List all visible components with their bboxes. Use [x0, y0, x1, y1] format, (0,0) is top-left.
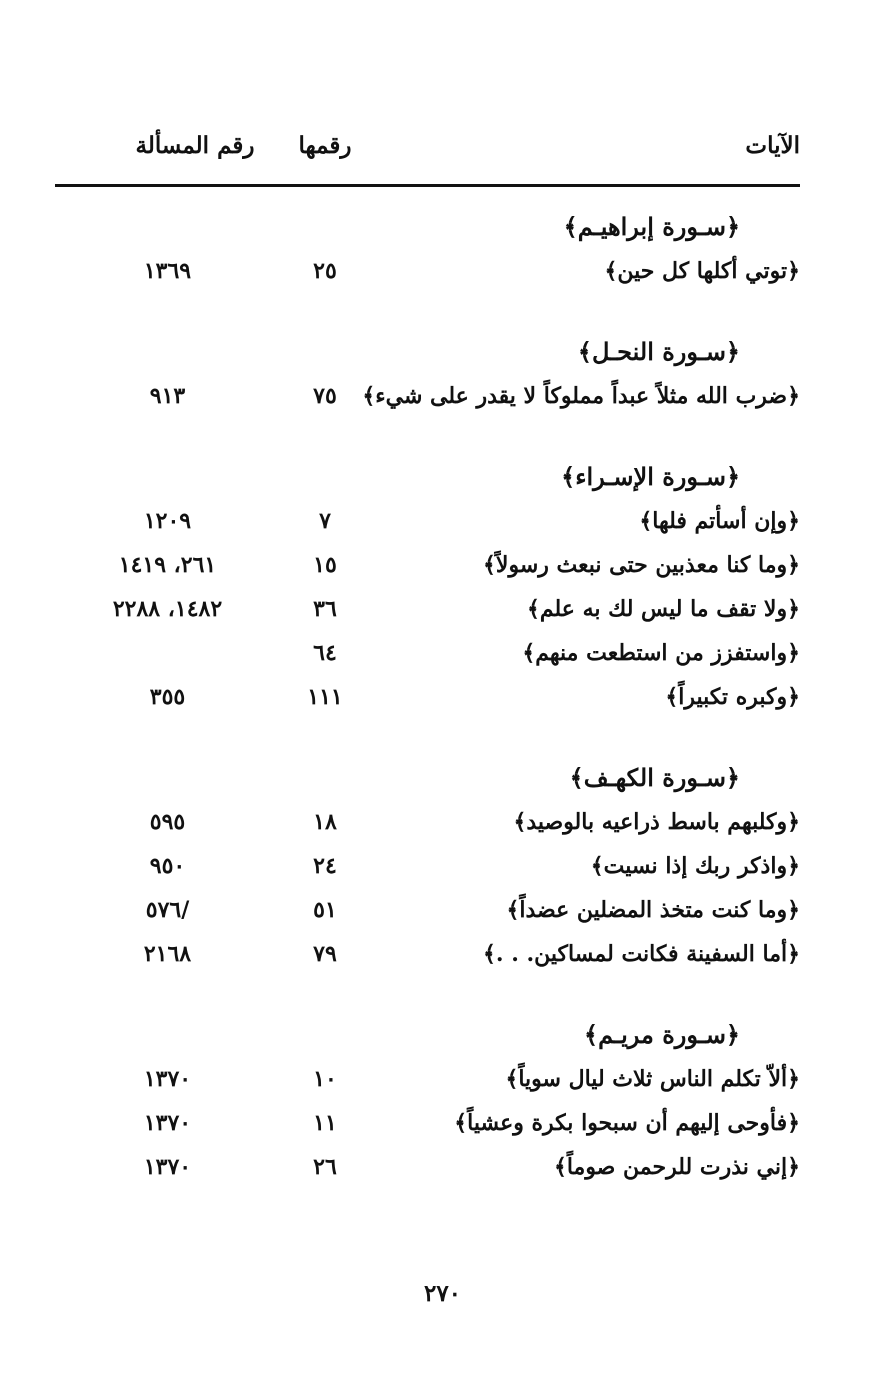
surah-section — [55, 455, 800, 719]
verse-number: ٢٤ — [313, 853, 337, 879]
verse-number: ١٥ — [313, 552, 337, 578]
verse-number: ٥١ — [313, 897, 337, 923]
issue-number: ٣٥٥ — [149, 684, 186, 710]
verse-number: ١١١ — [307, 684, 343, 710]
verse-number: ٢٥ — [313, 258, 337, 284]
verse-text: ﴿وما كنا معذبين حتى نبعث رسولاً﴾ — [483, 552, 800, 578]
issue-number: ٩١٣ — [149, 383, 186, 409]
surah-title: ﴿سـورة الإسـراء﴾ — [561, 462, 740, 491]
issue-number: ١٤٨٢، ٢٢٨٨ — [112, 596, 223, 622]
verse-text: ﴿توتي أكلها كل حين﴾ — [604, 258, 800, 284]
verse-row — [55, 499, 800, 543]
verse-row — [55, 631, 800, 675]
verse-text: ﴿ولا تقف ما ليس لك به علم﴾ — [526, 596, 800, 622]
verse-text: ﴿وكلبهم باسط ذراعيه بالوصيد﴾ — [513, 809, 800, 835]
surah-section — [55, 756, 800, 976]
verse-text: ﴿إني نذرت للرحمن صوماً﴾ — [553, 1154, 800, 1180]
verse-text: ﴿وما كنت متخذ المضلين عضداً﴾ — [506, 897, 800, 923]
issue-number: ٥٩٥ — [149, 809, 186, 835]
verse-number: ٢٦ — [313, 1154, 337, 1180]
issue-number: ٢١٦٨ — [143, 941, 192, 967]
verse-text: ﴿واذكر ربك إذا نسيت﴾ — [590, 853, 800, 879]
verse-text: ﴿أما السفينة فكانت لمساكين. . .﴾ — [482, 941, 800, 967]
surah-section — [55, 330, 800, 418]
verse-row — [55, 374, 800, 418]
verse-row — [55, 1101, 800, 1145]
verse-text: ﴿ضرب الله مثلاً عبداً مملوكاً لا يقدر على شيء﴾ — [362, 383, 800, 409]
issue-number: ١٢٠٩ — [143, 508, 192, 534]
verse-text: ﴿ألاّ تكلم الناس ثلاث ليال سوياً﴾ — [505, 1066, 800, 1092]
issue-number: ١٣٧٠ — [143, 1110, 192, 1136]
verse-number: ٧ — [319, 508, 331, 534]
verse-row — [55, 543, 800, 587]
surah-section — [55, 205, 800, 293]
verse-text: ﴿فأوحى إليهم أن سبحوا بكرة وعشياً﴾ — [454, 1110, 800, 1136]
table-header — [55, 132, 800, 172]
verse-number: ٧٩ — [313, 941, 337, 967]
surah-title: ﴿سـورة إبراهيـم﴾ — [563, 212, 740, 241]
surah-section — [55, 1013, 800, 1189]
issue-number: ١٣٧٠ — [143, 1154, 192, 1180]
verse-row — [55, 888, 800, 932]
verse-text: ﴿واستفزز من استطعت منهم﴾ — [522, 640, 800, 666]
issue-number: /٥٧٦ — [145, 897, 190, 923]
verse-row — [55, 800, 800, 844]
verse-number: ٣٦ — [313, 596, 337, 622]
verse-text: ﴿وكبره تكبيراً﴾ — [665, 684, 800, 710]
page-number: ٢٧٠ — [423, 1280, 462, 1307]
verse-row — [55, 249, 800, 293]
issue-number: ١٣٧٠ — [143, 1066, 192, 1092]
column-header-issue-number: رقم المسألة — [135, 132, 255, 159]
verse-row — [55, 587, 800, 631]
column-header-verse-number: رقمها — [298, 132, 352, 159]
verse-row — [55, 1057, 800, 1101]
surah-title: ﴿سـورة النحـل﴾ — [577, 337, 740, 366]
header-divider — [55, 184, 800, 187]
surah-title: ﴿سـورة مريـم﴾ — [584, 1020, 740, 1049]
verse-row — [55, 932, 800, 976]
surah-title: ﴿سـورة الكهـف﴾ — [569, 763, 740, 792]
column-header-verses: الآيات — [745, 132, 800, 159]
issue-number: ٩٥٠ — [149, 853, 186, 879]
verse-number: ٦٤ — [313, 640, 337, 666]
verse-number: ٧٥ — [313, 383, 337, 409]
verse-number: ١٨ — [313, 809, 337, 835]
verse-text: ﴿وإن أسأتم فلها﴾ — [639, 508, 800, 534]
verse-row — [55, 675, 800, 719]
verse-number: ١١ — [313, 1110, 337, 1136]
verse-number: ١٠ — [313, 1066, 337, 1092]
verse-row — [55, 1145, 800, 1189]
verse-index — [55, 205, 800, 1226]
verse-row — [55, 844, 800, 888]
issue-number: ١٣٦٩ — [143, 258, 192, 284]
issue-number: ٢٦١، ١٤١٩ — [118, 552, 217, 578]
